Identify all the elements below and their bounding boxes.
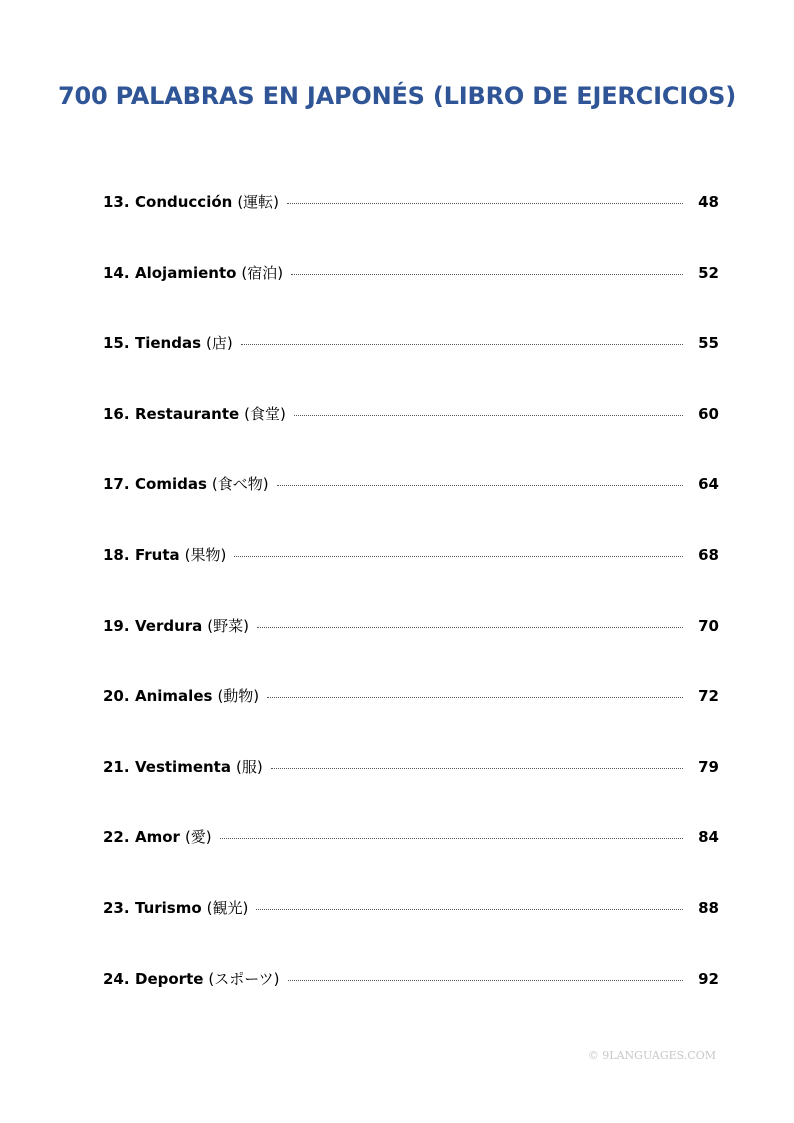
toc-entry-title: Verdura <box>135 616 203 635</box>
toc-entry-title: Animales <box>135 687 213 706</box>
toc-entry-number: 15. <box>103 334 130 353</box>
toc-entry-title: Amor <box>135 828 180 847</box>
toc-entry[interactable] <box>103 262 719 333</box>
toc-dot-leader <box>287 203 683 204</box>
toc-dot-leader <box>234 556 683 557</box>
toc-entry-number: 20. <box>103 687 130 706</box>
toc-entry[interactable] <box>103 403 719 474</box>
toc-entry-page: 64 <box>698 475 719 494</box>
toc-entry-title: Fruta <box>135 545 180 564</box>
toc-entry-native-title: (動物) <box>217 687 260 706</box>
toc-dot-leader <box>257 627 683 628</box>
toc-entry-native-title: (運転) <box>237 193 280 211</box>
toc-entry-title: Turismo <box>135 898 202 917</box>
toc-entry-page: 60 <box>698 404 719 423</box>
toc-entry-number: 17. <box>103 475 130 494</box>
toc-dot-leader <box>267 697 683 698</box>
toc-entry-number: 18. <box>103 545 130 564</box>
toc-dot-leader <box>288 980 683 981</box>
toc-dot-leader <box>256 909 683 910</box>
toc-entry-page: 88 <box>698 898 719 917</box>
toc-dot-leader <box>291 274 683 275</box>
toc-entry-native-title: (愛) <box>184 828 212 847</box>
toc-entry[interactable] <box>103 685 719 756</box>
toc-entry-native-title: (服) <box>235 757 263 776</box>
toc-entry-number: 19. <box>103 616 130 635</box>
toc-entry-number: 13. <box>103 193 130 211</box>
toc-entry-native-title: (野菜) <box>207 616 250 635</box>
toc-entry-title: Vestimenta <box>135 757 231 776</box>
toc-entry-page: 48 <box>698 193 719 211</box>
toc-entry-page: 79 <box>698 757 719 776</box>
toc-entry[interactable] <box>103 968 719 1039</box>
toc-entry-page: 55 <box>698 334 719 353</box>
toc-entry-number: 21. <box>103 757 130 776</box>
page-title: 700 PALABRAS EN JAPONÉS (LIBRO DE EJERCICIOS) <box>57 82 737 110</box>
toc-entry[interactable] <box>103 332 719 403</box>
toc-entry-page: 72 <box>698 687 719 706</box>
toc-entry-native-title: (観光) <box>206 898 249 917</box>
toc-entry-title: Restaurante <box>135 404 240 423</box>
toc-entry-page: 68 <box>698 545 719 564</box>
toc-entry-page: 70 <box>698 616 719 635</box>
toc-dot-leader <box>294 415 683 416</box>
toc-entry-title: Deporte <box>135 969 204 988</box>
toc-entry-native-title: (食堂) <box>244 404 286 423</box>
toc-entry[interactable] <box>103 826 719 897</box>
toc-entry-number: 22. <box>103 828 130 847</box>
toc-entry-page: 92 <box>698 969 719 988</box>
toc-entry-title: Comidas <box>135 475 207 494</box>
toc-entry-native-title: (果物) <box>184 545 227 564</box>
toc-entry-number: 23. <box>103 898 130 917</box>
toc-dot-leader <box>220 838 683 839</box>
toc-dot-leader <box>241 344 683 345</box>
toc-entry-number: 16. <box>103 404 130 423</box>
toc-dot-leader <box>271 768 683 769</box>
toc-entry-number: 24. <box>103 969 130 988</box>
toc-entry[interactable] <box>103 615 719 686</box>
toc-entry-page: 52 <box>698 263 719 282</box>
toc-entry-page: 84 <box>698 828 719 847</box>
toc-entry-title: Tiendas <box>135 334 202 353</box>
toc-entry[interactable] <box>103 897 719 968</box>
toc-entry[interactable] <box>103 191 719 262</box>
footer-copyright: © 9LANGUAGES.COM <box>587 1049 716 1062</box>
toc-entry-title: Conducción <box>135 193 233 211</box>
toc-entry[interactable] <box>103 544 719 615</box>
toc-dot-leader <box>277 485 683 486</box>
toc-entry-number: 14. <box>103 263 130 282</box>
toc-entry-native-title: (店) <box>206 334 233 353</box>
toc-entry[interactable] <box>103 473 719 544</box>
toc-entry-native-title: (宿泊) <box>241 263 284 282</box>
toc-entry-native-title: (スポーツ) <box>208 969 280 988</box>
table-of-contents <box>103 191 719 1038</box>
toc-entry-title: Alojamiento <box>135 263 237 282</box>
toc-entry-native-title: (食べ物) <box>211 475 269 494</box>
toc-entry[interactable] <box>103 756 719 827</box>
